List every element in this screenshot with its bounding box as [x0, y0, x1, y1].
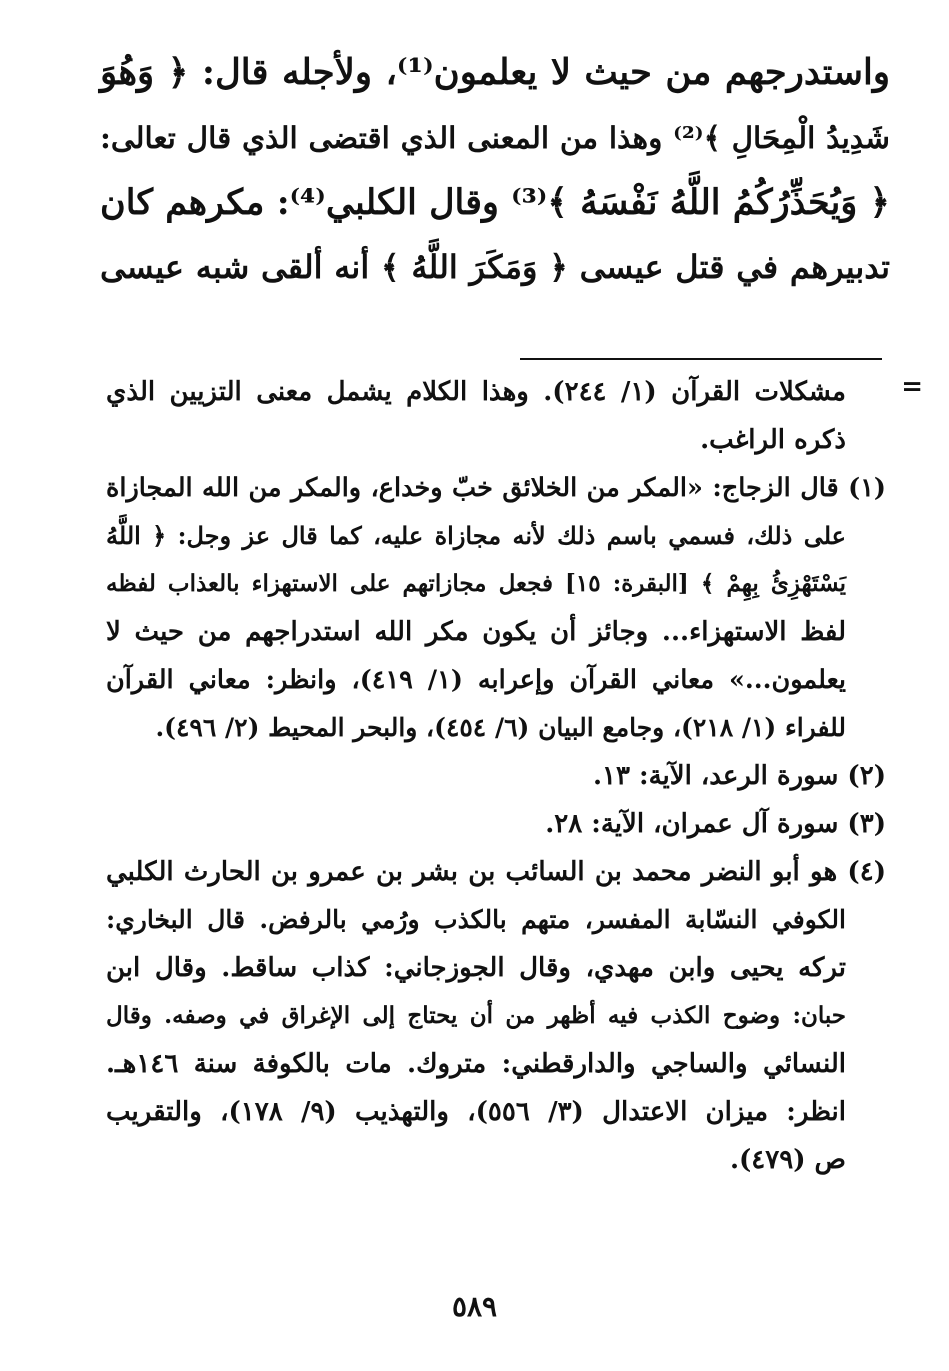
footnote-line: لفظ الاستهزاء... وجائز أن يكون مكر الله استدراجهم من حيث لا — [106, 617, 846, 647]
footnote-line: حبان: وضوح الكذب فيه أظهر من أن يحتاج إلى الإغراق في وصفه. وقال — [106, 1002, 846, 1029]
footnote-line: (٢) سورة الرعد، الآية: ١٣. — [592, 761, 886, 791]
footnote-line: ذكره الراغب. — [700, 425, 846, 455]
footnote-continuation-mark: = — [901, 372, 923, 402]
footnote-line: يعلمون...» معاني القرآن وإعرابه (١/ ٤١٩)، وانظر: معاني القرآن — [106, 665, 846, 695]
footnote-line: مشكلات القرآن (١/ ٢٤٤). وهذا الكلام يشمل معنى التزيين الذي — [106, 377, 846, 407]
footnote-line: ص (٤٧٩). — [729, 1145, 846, 1175]
main-text-line: ﴿ وَيُحَذِّرُكُمُ اللَّهُ نَفْسَهُ ﴾⁽³⁾ وقال الكلبي⁽⁴⁾: مكرهم كان — [100, 182, 890, 223]
footnotes-block — [106, 368, 886, 1184]
page-number: ٥٨٩ — [451, 1290, 498, 1323]
footnote-line: للفراء (١/ ٢١٨)، وجامع البيان (٦/ ٤٥٤)، والبحر المحيط (٢/ ٤٩٦). — [155, 713, 846, 742]
footnote-line: (١) قال الزجاج: «المكر من الخلائق خبّ وخداع، والمكر من الله المجازاة — [106, 473, 886, 503]
main-text-line: شَدِيدُ الْمِحَالِ ﴾⁽²⁾ وهذا من المعنى الذي اقتضى الذي قال تعالى: — [100, 120, 890, 155]
footnote-line: النسائي والساجي والدارقطني: متروك. مات بالكوفة سنة ١٤٦هـ. — [106, 1049, 846, 1079]
footnote-line: (٤) هو أبو النضر محمد بن السائب بن بشر بن عمرو بن الحارث الكلبي — [106, 857, 887, 887]
main-text-line: تدبيرهم في قتل عيسى ﴿ وَمَكَرَ اللَّهُ ﴾ أنه ألقى شبه عيسى — [100, 248, 890, 286]
footnote-line: (٣) سورة آل عمران، الآية: ٢٨. — [545, 809, 886, 839]
footnote-line: على ذلك، فسمي باسم ذلك لأنه مجازاة عليه، كما قال عز وجل: ﴿ اللَّهُ — [106, 521, 846, 550]
footnote-line: انظر: ميزان الاعتدال (٣/ ٥٥٦)، والتهذيب (٩/ ١٧٨)، والتقريب — [106, 1097, 846, 1127]
main-text-line: واستدرجهم من حيث لا يعلمون⁽¹⁾، ولأجله قال: ﴿ وَهُوَ — [100, 52, 890, 93]
footnote-divider — [520, 358, 882, 360]
footnote-line: الكوفي النسّابة المفسر، متهم بالكذب ورُمي بالرفض. قال البخاري: — [106, 905, 846, 934]
footnote-line: يَسْتَهْزِئُ بِهِمْ ﴾ [البقرة: ١٥] فجعل مجازاتهم على الاستهزاء بالعذاب لفظه — [106, 570, 846, 597]
footnote-line: تركه يحيى وابن مهدي، وقال الجوزجاني: كذاب ساقط. وقال ابن — [106, 953, 846, 983]
main-text-block — [100, 40, 890, 300]
